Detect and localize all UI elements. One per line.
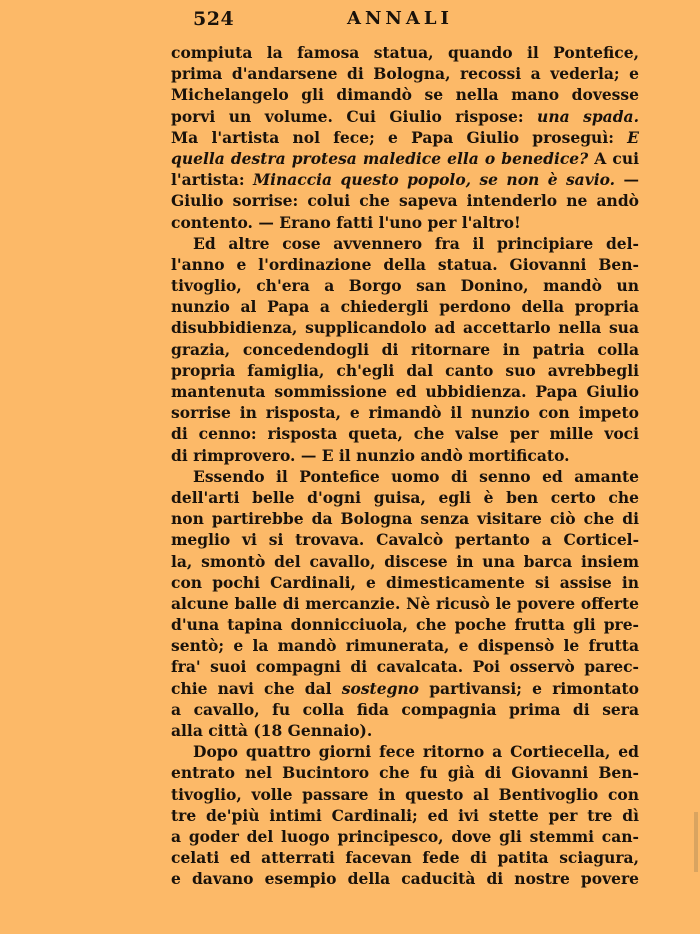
italic-text: una spada. [537,106,639,126]
text-segment: sorrise in risposta, e rimandò il nunzio con impeto [171,403,639,423]
text-segment: l'anno e l'ordinazione della statua. Giovanni Ben- [171,254,639,274]
text-segment: Michelangelo gli dimandò se nella mano dovesse [171,85,639,105]
text-segment: Giulio sorrise: colui che sapeva intenderlo ne andò [171,191,639,211]
page-edge-shadow [694,812,698,872]
text-line [171,868,639,889]
text-segment: disubbidienza, supplicandolo ad accettarlo nella sua [171,318,639,338]
text-segment: compiuta la famosa statua, quando il Pontefice, [171,43,639,62]
text-line [171,466,639,487]
text-segment: porvi un volume. Cui Giulio rispose: [171,106,538,126]
text-line [171,551,639,572]
text-segment: celati ed atterrati facevan fede di patita sciagura, [171,848,639,868]
text-line [171,84,639,105]
text-segment: alla città (18 Gennaio). [171,721,373,740]
text-line [171,656,639,677]
text-segment: l'artista: [171,170,253,190]
text-line [171,847,639,868]
text-segment: — [615,170,639,190]
text-segment: e davano esempio della caducità di nostre povere [171,869,639,889]
text-line [171,678,639,699]
text-segment: tivoglio, volle passare in questo al Bentivoglio con [171,784,639,804]
text-segment: tivoglio, ch'era a Borgo san Donino, mandò un [171,276,639,296]
text-line [171,487,639,508]
italic-text: sostegno [341,678,420,698]
italic-text: Minaccia questo popolo, se non è savio. [252,170,616,190]
text-segment: grazia, concedendogli di ritornare in patria colla [171,339,639,359]
text-segment: sentò; e la mandò rimunerata, e dispensò le frutta [171,636,639,656]
italic-text: E [627,127,639,147]
text-line [171,296,639,317]
text-line [171,508,639,529]
text-line [171,762,639,783]
text-segment: Dopo quattro giorni fece ritorno a Cortiecella, ed [193,742,639,762]
text-segment: con pochi Cardinali, e dimesticamente si assise in [171,572,639,592]
text-segment: nunzio al Papa a chiedergli perdono della propria [171,297,639,317]
text-segment: partivansi; e rimontato [419,678,639,698]
text-segment: chie navi che dal [171,678,342,698]
page-header [0,4,700,30]
text-line [171,190,639,211]
running-title: ANNALI [347,8,453,29]
text-segment: meglio vi si trovava. Cavalcò pertanto a Corticel- [171,530,639,550]
text-segment: d'una tapina donnicciuola, che poche frutta gli pre- [171,615,639,635]
text-line [171,741,639,762]
text-segment: A cui [588,148,639,168]
text-line [171,148,639,169]
text-line [171,63,639,84]
text-segment: Ma l'artista nol fece; e Papa Giulio proseguì: [171,127,628,147]
text-line [171,402,639,423]
text-line [171,169,639,190]
text-line [171,805,639,826]
text-segment: la, smontò del cavallo, discese in una barca insiem [171,551,639,571]
text-segment: non partirebbe da Bologna senza visitare ciò che di [171,509,639,529]
text-segment: Essendo il Pontefice uomo di senno ed amante [193,466,639,486]
text-line [171,42,639,63]
text-line [171,275,639,296]
text-line [171,254,639,275]
text-segment: a goder del luogo principesco, dove gli stemmi can- [171,826,639,846]
text-line [171,212,639,233]
text-line [171,572,639,593]
text-segment: contento. — Erano fatti l'uno per l'altro! [171,212,521,232]
page-number: 524 [193,8,235,30]
text-line [171,784,639,805]
body-text [171,42,639,890]
text-line [171,381,639,402]
text-line [171,614,639,635]
text-line [171,635,639,656]
text-segment: fra' suoi compagni di cavalcata. Poi osservò parec- [171,657,639,677]
text-line [171,106,639,127]
text-line [171,423,639,444]
text-segment: mantenuta sommissione ed ubbidienza. Papa Giulio [171,382,639,401]
text-segment: dell'arti belle d'ogni guisa, egli è ben certo che [171,487,639,507]
text-segment: propria famiglia, ch'egli dal canto suo avrebbegli [171,360,639,380]
text-segment: prima d'andarsene di Bologna, recossi a vederla; e [171,64,639,84]
text-line [171,529,639,550]
text-segment: alcune balle di mercanzie. Nè ricusò le povere offerte [171,593,639,613]
text-segment: entrato nel Bucintoro che fu già di Giovanni Ben- [171,763,639,783]
text-segment: Ed altre cose avvennero fra il principiare del- [193,233,639,253]
text-segment: di rimprovero. — E il nunzio andò mortificato. [171,445,570,465]
text-line [171,699,639,720]
italic-text: quella destra protesa maledice ella o benedice? [171,148,589,168]
text-line [171,360,639,381]
text-segment: a cavallo, fu colla fida compagnia prima di sera [171,699,639,719]
text-line [171,317,639,338]
text-line [171,445,639,466]
text-line [171,233,639,254]
text-line [171,593,639,614]
text-line [171,339,639,360]
text-line [171,127,639,148]
text-line [171,720,639,741]
text-line [171,826,639,847]
text-segment: di cenno: risposta queta, che valse per mille voci [171,424,639,444]
text-segment: tre de'più intimi Cardinali; ed ivi stette per tre dì [171,805,639,825]
